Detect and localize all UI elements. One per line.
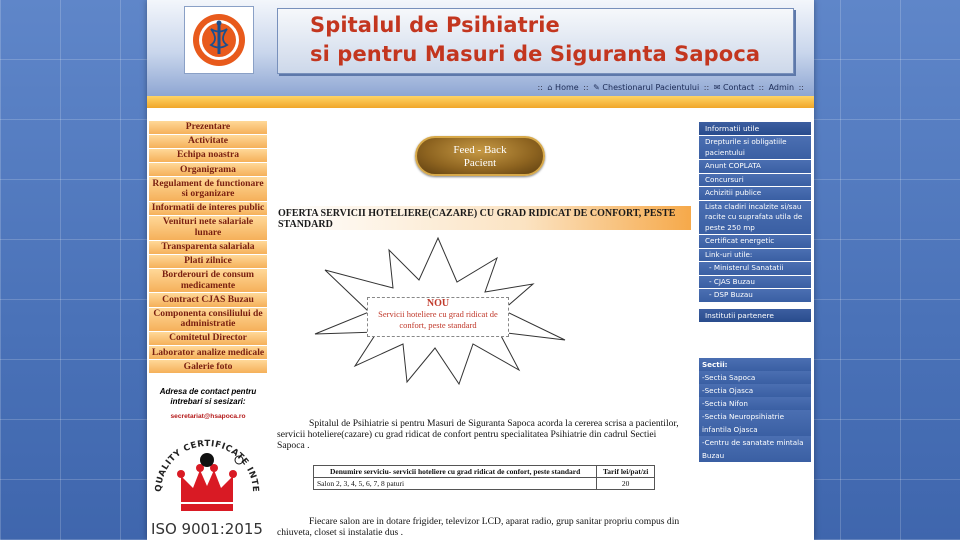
sidebar-link[interactable]: Certificat energetic [699, 235, 811, 249]
iso-ring-text: QUALITY CERTIFICATE INTE [153, 438, 261, 493]
sidebar-heading[interactable]: Informatii utile [699, 122, 811, 136]
iso-standard-label: ISO 9001:2015 [151, 520, 263, 538]
sidebar-link[interactable]: Achizitii publice [699, 187, 811, 201]
useful-info-box [699, 122, 811, 323]
offer-description: Spitalul de Psihiatrie si pentru Masuri de Siguranta Sapoca acorda la cererea scrisa a pacientilor, servicii hoteliere(cazare) cu grad ridicat de confort pentru specialitatea Psihiatrie din cadrul Sectiei Sapoca . [277, 418, 679, 451]
sidebar-link[interactable]: Lista cladiri incalzite si/sau racite cu suprafata utila de peste 250 mp [699, 201, 811, 236]
iso-certification-badge [151, 430, 263, 540]
site-title-line2: si pentru Masuri de Siguranta Sapoca [310, 42, 761, 66]
left-menu-item[interactable]: Borderouri de consum medicamente [149, 269, 267, 294]
left-menu-item[interactable]: Venituri nete salariale lunare [149, 216, 267, 241]
nav-separator: :: [537, 83, 543, 92]
table-header-row [314, 466, 655, 478]
contact-email-link[interactable]: secretariat@hsapoca.ro [170, 413, 246, 420]
feedback-button-line2: Pacient [463, 157, 497, 169]
table-header-service: Denumire serviciu- servicii hoteliere cu grad ridicat de confort, peste standard [314, 466, 597, 478]
page-container [147, 0, 814, 540]
left-menu-item[interactable]: Prezentare [149, 121, 267, 135]
section-link[interactable]: -Sectia Neuropsihiatrie infantila Ojasca [699, 410, 811, 436]
mail-icon: ✉ [713, 83, 721, 92]
tariff-table [313, 465, 655, 490]
nav-home-link[interactable]: Home [555, 83, 579, 92]
nav-separator: :: [798, 83, 804, 92]
room-equipment-text: Fiecare salon are in dotare frigider, televizor LCD, aparat radio, grup sanitar propriu compus din chiuveta, closet si instalatie dus . [277, 516, 680, 538]
sidebar-link[interactable]: - DSP Buzau [699, 289, 811, 303]
feedback-button[interactable] [415, 136, 545, 176]
section-link[interactable]: -Sectia Sapoca [699, 371, 811, 384]
left-menu-item[interactable]: Laborator analize medicale [149, 346, 267, 360]
new-offer-title: NOU [426, 298, 450, 309]
feedback-button-line1: Feed - Back [453, 144, 507, 156]
crown-icon [177, 453, 243, 511]
left-menu-item[interactable]: Componenta consiliului de administratie [149, 308, 267, 333]
site-title-line1: Spitalul de Psihiatrie [310, 13, 560, 37]
survey-icon: ✎ [593, 83, 600, 92]
left-menu-item[interactable]: Regulament de functionare si organizare [149, 177, 267, 202]
nav-separator: :: [583, 83, 589, 92]
site-header [147, 0, 814, 96]
new-offer-badge [367, 297, 509, 337]
contact-block [149, 387, 267, 420]
left-menu-item[interactable]: Activitate [149, 135, 267, 149]
nav-separator: :: [758, 83, 765, 92]
left-menu-item[interactable]: Plati zilnice [149, 255, 267, 269]
left-menu-item[interactable]: Echipa noastra [149, 149, 267, 163]
sidebar-link[interactable]: - CJAS Buzau [699, 276, 811, 290]
table-cell-service: Salon 2, 3, 4, 5, 6, 7, 8 paturi [314, 478, 597, 490]
section-link[interactable]: -Sectia Nifon [699, 397, 811, 410]
left-menu-item[interactable]: Organigrama [149, 163, 267, 177]
sidebar-link[interactable]: Concursuri [699, 174, 811, 188]
nav-contact-link[interactable]: Contact [722, 83, 755, 92]
left-menu-item[interactable]: Galerie foto [149, 360, 267, 374]
site-title-banner [277, 8, 794, 74]
sidebar-link[interactable]: Drepturile si obligatiile pacientului [699, 136, 811, 160]
top-navigation [535, 83, 806, 92]
hospital-logo[interactable] [184, 6, 254, 74]
offer-heading: OFERTA SERVICII HOTELIERE(CAZARE) CU GRAD RIDICAT DE CONFORT, PESTE STANDARD [275, 206, 691, 230]
sidebar-link[interactable]: Link-uri utile: [699, 249, 811, 263]
contact-title: Adresa de contact pentru intrebari si sesizari: [159, 387, 257, 406]
sidebar-link[interactable]: - Ministerul Sanatatii [699, 262, 811, 276]
sidebar-heading[interactable]: Institutii partenere [699, 309, 811, 323]
home-icon: ⌂ [547, 83, 553, 92]
nav-survey-link[interactable]: Chestionarul Pacientului [602, 83, 700, 92]
section-link[interactable]: -Centru de sanatate mintala Buzau [699, 436, 811, 462]
sections-list [699, 371, 811, 462]
left-menu-item[interactable]: Comitetul Director [149, 332, 267, 346]
header-orange-band [147, 96, 814, 108]
sections-title: Sectii: [699, 358, 811, 371]
nav-admin-link[interactable]: Admin [768, 83, 795, 92]
new-offer-text: Servicii hoteliere cu grad ridicat de confort, peste standard [378, 309, 498, 330]
left-menu [149, 121, 267, 374]
section-link[interactable]: -Sectia Ojasca [699, 384, 811, 397]
left-menu-item[interactable]: Transparenta salariala [149, 241, 267, 255]
sections-box [699, 358, 811, 462]
nav-separator: :: [703, 83, 710, 92]
table-cell-tariff: 20 [597, 478, 655, 490]
table-header-tariff: Tarif lei/pat/zi [597, 466, 655, 478]
table-row [314, 478, 655, 490]
left-menu-item[interactable]: Informatii de interes public [149, 202, 267, 216]
sidebar-link[interactable]: Anunt COPLATA [699, 160, 811, 174]
left-menu-item[interactable]: Contract CJAS Buzau [149, 293, 267, 307]
